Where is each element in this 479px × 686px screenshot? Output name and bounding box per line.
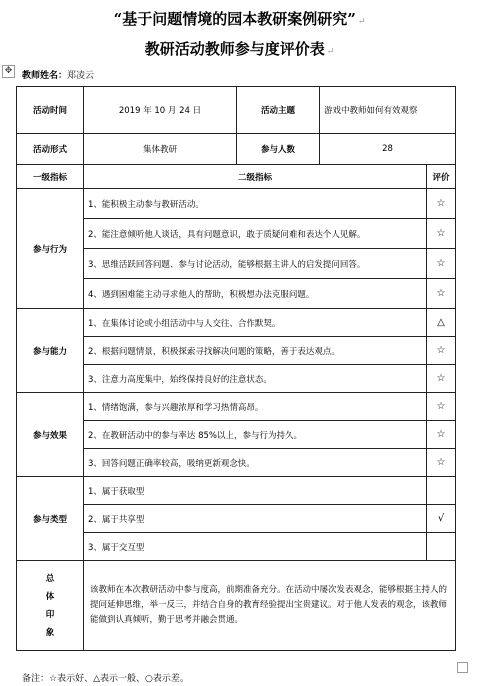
indicator-text: 2、在教研活动中的参与率达 85%以上，参与行为持久。 xyxy=(84,421,427,449)
group-label-effect: 参与效果 xyxy=(17,393,84,477)
table-move-handle-icon[interactable]: ✥ xyxy=(2,65,15,78)
indicator-text: 1、情绪饱满，参与兴趣浓厚和学习热情高昂。 xyxy=(84,393,427,421)
info-row-form-count xyxy=(17,134,456,165)
rating-mark: ☆ xyxy=(427,189,456,219)
rating-mark xyxy=(427,533,456,561)
participant-count-label: 参与人数 xyxy=(237,134,320,165)
indicator-text: 2、属于共享型 xyxy=(84,505,427,533)
activity-topic-value: 游戏中教师如何有效观察 xyxy=(320,87,456,134)
level1-header: 一级指标 xyxy=(17,165,84,189)
rating-mark: ☆ xyxy=(427,219,456,249)
end-of-table-marker-icon xyxy=(457,662,468,673)
document-title-line1: “基于问题情境的园本教研案例研究” ↵ xyxy=(113,10,366,28)
indicator-text: 1、能积极主动参与教研活动。 xyxy=(84,189,427,219)
indicator-text: 3、思维活跃回答问题、参与讨论活动，能够根据主讲人的启发提问回答。 xyxy=(84,249,427,279)
rating-header: 评价 xyxy=(427,165,456,189)
document-title-line2: 教研活动教师参与度评价表 ↵ xyxy=(144,40,335,58)
rating-mark: ☆ xyxy=(427,393,456,421)
summary-label: 总 体 印 象 xyxy=(17,561,84,651)
activity-time-value: 2019 年 10 月 24 日 xyxy=(84,87,237,134)
legend-note: 备注：☆表示好、△表示一般、○表示差。 xyxy=(22,674,189,684)
teacher-name-label: 教师姓名： xyxy=(22,71,68,81)
paragraph-mark-icon: ↵ xyxy=(357,17,366,27)
summary-text: 该教师在本次教研活动中参与度高，前期准备充分。在活动中屡次发表观念，能够根据主持人的提问延伸思维，举一反三，并结合自身的教育经验提出宝贵建议。对于他人发表的观念，该教师能做到认真倾听，勤于思考并融会贯通。 xyxy=(84,561,456,651)
table-row xyxy=(17,477,456,505)
level2-header: 二级指标 xyxy=(84,165,427,189)
rating-mark: ☆ xyxy=(427,421,456,449)
indicator-text: 1、在集体讨论或小组活动中与人交往、合作默契。 xyxy=(84,309,427,337)
rating-mark: √ xyxy=(427,505,456,533)
indicator-text: 2、根据问题情景，积极探索寻找解决问题的策略，善于表达观点。 xyxy=(84,337,427,365)
rating-mark: △ xyxy=(427,309,456,337)
teacher-name-line xyxy=(22,68,94,81)
table-row xyxy=(17,309,456,337)
group-label-type: 参与类型 xyxy=(17,477,84,561)
summary-row xyxy=(17,561,456,651)
evaluation-table xyxy=(16,86,456,651)
teacher-name-value: 郑凌云 xyxy=(67,71,95,81)
table-row xyxy=(17,189,456,219)
info-row-time-topic xyxy=(17,87,456,134)
group-label-behavior: 参与行为 xyxy=(17,189,84,309)
group-label-ability: 参与能力 xyxy=(17,309,84,393)
rating-mark: ☆ xyxy=(427,449,456,477)
activity-form-value: 集体教研 xyxy=(84,134,237,165)
paragraph-mark-icon: ↵ xyxy=(326,47,335,57)
rating-mark: ☆ xyxy=(427,337,456,365)
table-header-row xyxy=(17,165,456,189)
activity-time-label: 活动时间 xyxy=(17,87,84,134)
indicator-text: 2、能注意倾听他人谈话，具有问题意识，敢于质疑问难和表达个人见解。 xyxy=(84,219,427,249)
activity-topic-label: 活动主题 xyxy=(237,87,320,134)
rating-mark: ☆ xyxy=(427,279,456,309)
indicator-text: 3、注意力高度集中，始终保持良好的注意状态。 xyxy=(84,365,427,393)
rating-mark: ☆ xyxy=(427,365,456,393)
table-row xyxy=(17,393,456,421)
participant-count-value: 28 xyxy=(320,134,456,165)
indicator-text: 4、遇到困难能主动寻求他人的帮助，积极想办法克服问题。 xyxy=(84,279,427,309)
indicator-text: 1、属于获取型 xyxy=(84,477,427,505)
indicator-text: 3、回答问题正确率较高，吸纳更新观念快。 xyxy=(84,449,427,477)
rating-mark: ☆ xyxy=(427,249,456,279)
activity-form-label: 活动形式 xyxy=(17,134,84,165)
indicator-text: 3、属于交互型 xyxy=(84,533,427,561)
rating-mark xyxy=(427,477,456,505)
